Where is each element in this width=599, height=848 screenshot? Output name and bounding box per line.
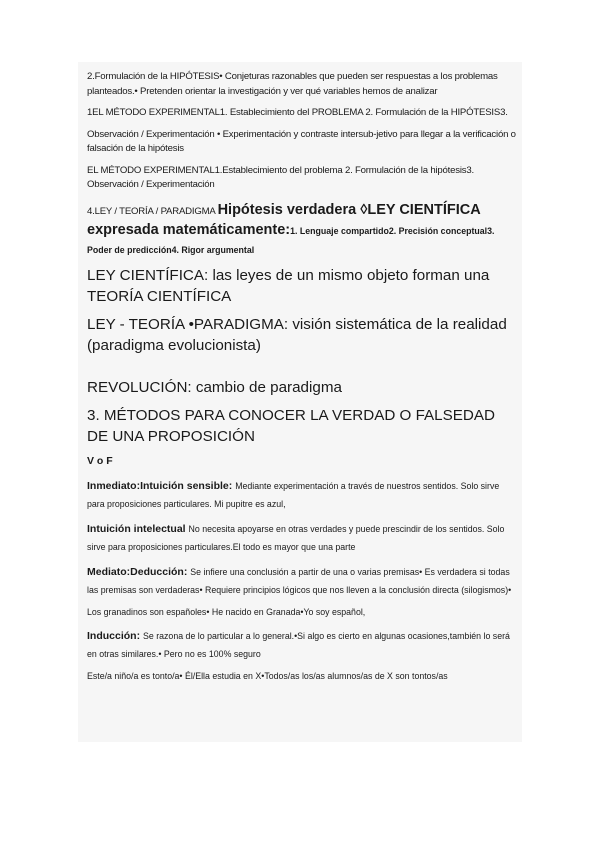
law-properties-list: 1. Lenguaje compartido2. Precisión conceptual3. Poder de predicción4. Rigor argumental [87,225,495,255]
law-theory-paradigm-paragraph [87,200,517,258]
revolution-paragraph: REVOLUCIÓN: cambio de paradigma [87,378,342,396]
intellectual-intuition-text: No necesita apoyarse en otras verdades y puede prescindir de los sentidos. Solo sirve para proposiciones particulares.El todo es mayor que una parte [87,523,505,552]
true-hypothesis-heading: Hipótesis verdadera ◊LEY CIENTÍFICA expresada matemáticamente: [87,201,481,238]
deduction-paragraph [87,562,517,598]
true-false-label: V o F [87,454,113,467]
section-4-heading: 4.LEY / TEORÍA / PARADIGMA [87,205,218,217]
deduction-term: Mediato:Deducción: [87,565,191,578]
paradigm-paragraph: LEY - TEORÍA •PARADIGMA: visión sistemática de la realidad (paradigma evolucionista) [87,315,507,354]
scientific-theory-paragraph: LEY CIENTÍFICA: las leyes de un mismo objeto forman una TEORÍA CIENTÍFICA [87,266,490,305]
induction-example: Este/a niño/a es tonto/a• Él/Ella estudia en X•Todos/as los/as alumnos/as de X son tontos/as [87,670,448,681]
deduction-text: Se infiere una conclusión a partir de una o varias premisas• Es verdadera si todas las premisas son verdaderas• Requiere principios lógicos que nos lleven a la conclusión directa (silogismos)• [87,566,512,595]
experimental-method-paragraph: 1EL MÉTODO EXPERIMENTAL1. Establecimiento del PROBLEMA 2. Formulación de la HIPÓTESIS3. [87,107,508,118]
intellectual-intuition-paragraph [87,519,517,555]
spacer [87,363,517,377]
intellectual-intuition-term: Intuición intelectual [87,522,189,535]
sensible-intuition-paragraph [87,476,517,512]
section-3-heading: 3. MÉTODOS PARA CONOCER LA VERDAD O FALSEDAD DE UNA PROPOSICIÓN [87,406,495,445]
induction-term: Inducción: [87,629,143,642]
experimental-method-steps-paragraph: EL MÉTODO EXPERIMENTAL1.Establecimiento del problema 2. Formulación de la hipótesis3. Observación / Experimentación [87,164,475,190]
sensible-intuition-text: Mediante experimentación a través de nuestros sentidos. Solo sirve para proposiciones particulares. Mi pupitre es azul, [87,480,500,509]
hypothesis-paragraph: 2.Formulación de la HIPÓTESIS• Conjeturas razonables que pueden ser respuestas a los problemas planteados.• Pretenden orientar la investigación y ver qué variables hemos de analizar [87,71,498,97]
sensible-intuition-term: Inmediato:Intuición sensible: [87,479,236,492]
induction-text: Se razona de lo particular a lo general.•Si algo es cierto en algunas ocasiones,también lo será en otras similares.• Pero no es 100% seguro [87,630,510,659]
observation-paragraph: Observación / Experimentación • Experimentación y contraste intersub-jetivo para llegar a la verificación o falsación de la hipótesis [87,128,516,154]
deduction-example: Los granadinos son españoles• He nacido en Granada•Yo soy español, [87,606,366,617]
induction-paragraph [87,626,517,662]
document-body [87,70,517,690]
